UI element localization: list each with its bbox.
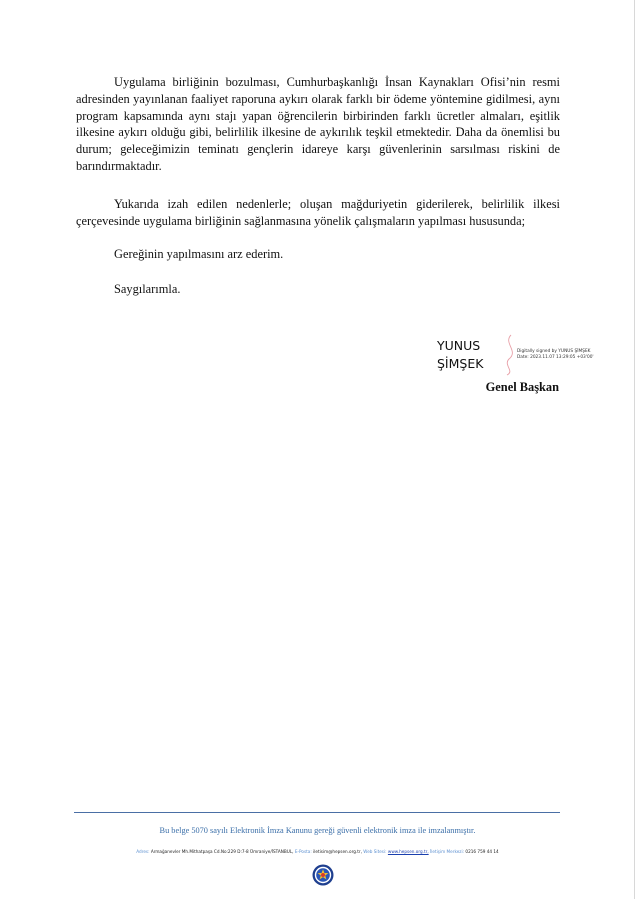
signer-role: Genel Başkan: [485, 380, 559, 394]
signature-signed-by: Digitally signed by YUNUS ŞİMŞEK: [517, 349, 591, 354]
address-text: Armağanevler Mh.Mithatpaşa Cd.No:229 D:7-8 Ümraniye/İSTANBUL,: [150, 849, 294, 854]
footer-divider: [74, 812, 560, 813]
digital-signature: [437, 337, 607, 377]
signature-details: [517, 349, 594, 360]
union-logo-icon: [312, 864, 334, 886]
closing-line: Saygılarımla.: [114, 282, 181, 296]
body-paragraph-2: Yukarıda izah edilen nedenlerle; oluşan mağduriyetin giderilerek, belirlilik ilkesi çerçevesinde uygulama birliğinin sağlanmasına yönelik çalışmaların yapılması hususunda;: [76, 197, 560, 228]
signer-name: [437, 337, 483, 373]
phone-text: 0216 759 44 14: [465, 849, 499, 854]
web-label: Web Sitesi:: [363, 849, 387, 854]
website-link[interactable]: www.hepsen.org.tr,: [387, 849, 429, 854]
body-paragraph-3: Gereğinin yapılmasını arz ederim.: [114, 247, 284, 261]
signature-date: Date: 2023.11.07 13:29:05 +03'00': [517, 354, 594, 360]
footer-legal-note: Bu belge 5070 sayılı Elektronik İmza Kanunu gereği güvenli elektronik imza ile imzalanmıştır.: [159, 826, 476, 835]
signer-last-name: ŞİMŞEK: [437, 356, 484, 371]
phone-label: İletişim Merkezi:: [430, 849, 465, 854]
email-label: E-Posta:: [294, 849, 312, 854]
signer-first-name: YUNUS: [437, 338, 481, 353]
body-paragraph-1: Uygulama birliğinin bozulması, Cumhurbaşkanlığı İnsan Kaynakları Ofisi’nin resmi adresinden yayınlanan faaliyet raporuna aykırı olarak farklı bir ödeme yöntemine gidilmesi, aynı program kapsamında aynı stajı yapan öğrencilerin birbirinden farklı ücretler almaları, eşitlik ilkesine aykırı olduğu gibi, belirlilik ilkesine de aykırılık teşkil etmektedir. Daha da önemlisi bu durum; geleceğimizin teminatı gençlerin idareye karşı güvenlerinin sarsılması riskini de barındırmaktadır.: [76, 75, 560, 173]
address-label: Adres:: [136, 849, 150, 854]
footer-contact-line: [0, 849, 635, 854]
email-text: iletisim@hepsen.org.tr,: [313, 849, 362, 854]
